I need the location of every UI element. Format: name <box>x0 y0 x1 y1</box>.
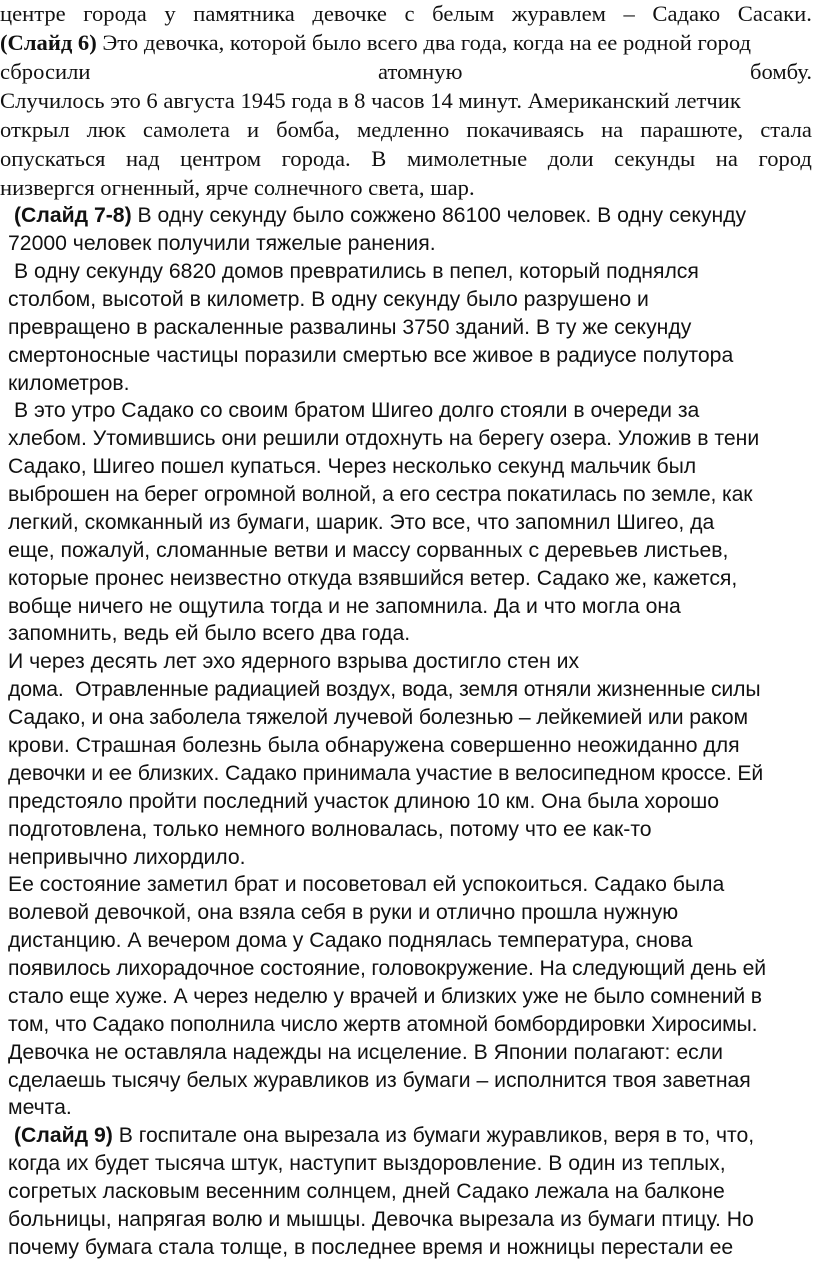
word: памятника <box>193 1 295 26</box>
text-line-45: почему бумага стала толще, в последнее время и ножницы перестали ее <box>8 1236 734 1259</box>
text-line-20: еще, пожалуй, сломанные ветви и массу сорванных с деревьев листьев, <box>8 539 729 562</box>
word: покачиваясь <box>466 117 585 142</box>
text-line-19: легкий, скомканный из бумаги, шарик. Это все, что запомнил Шигео, да <box>8 511 715 534</box>
word: мимолетные <box>406 146 528 171</box>
text-line-14: километров. <box>8 372 130 395</box>
text-line-38: Девочка не оставляла надежды на исцеление. В Японии полагают: если <box>8 1041 723 1064</box>
word: города. <box>281 146 351 171</box>
text-span: Это девочка, которой было всего два года, когда на ее родной город <box>96 30 751 55</box>
slide-marker-7-8: (Слайд 7-8) <box>14 204 132 227</box>
word: люк <box>86 117 126 142</box>
text-line-6 <box>0 145 812 173</box>
word: самолета <box>142 117 230 142</box>
word: медленно <box>356 117 450 142</box>
word: бомба, <box>276 117 340 142</box>
word: у <box>164 1 176 26</box>
slide-marker-9: (Слайд 9) <box>14 1124 113 1147</box>
text-line-39: сделаешь тысячу белых журавликов из бумаги – исполнится твоя заветная <box>8 1069 751 1092</box>
text-span: В госпитале она вырезала из бумаги журавликов, веря в то, что, <box>112 1124 755 1147</box>
text-line-11: столбом, высотой в километр. В одну секунду было разрушено и <box>8 288 649 311</box>
word: белым <box>432 1 495 26</box>
text-line-13: смертоносные частицы поразили смертью все живое в радиусе полутора <box>8 344 734 367</box>
text-line-29: предстояло пройти последний участок длиною 10 км. Она была хорошо <box>8 790 720 813</box>
text-line-3 <box>0 58 812 86</box>
text-line-30: подготовлена, только немного волновалась, потому что ее как-то <box>8 818 652 841</box>
word: стала <box>760 117 812 142</box>
word: над <box>125 146 160 171</box>
word: центре <box>0 1 66 26</box>
text-line-22: вобще ничего не ощутила тогда и не запомнила. Да и что могла она <box>8 595 681 618</box>
word: город <box>758 146 812 171</box>
word: Сасаки. <box>737 1 812 26</box>
text-line-1 <box>0 0 812 28</box>
word: В <box>371 146 387 171</box>
text-line-35: появилось лихорадочное состояние, головокружение. На следующий день ей <box>8 957 766 980</box>
text-line-32: Ее состояние заметил брат и посоветовал ей успокоиться. Садако была <box>8 873 725 896</box>
text-line-17: Садако, Шигео пошел купаться. Через несколько секунд мальчик был <box>8 455 697 478</box>
text-line-18: выброшен на берег огромной волной, а его сестра покатилась по земле, как <box>8 483 753 506</box>
text-line-36: стало еще хуже. А через неделю у врачей и близких уже не было сомнений в <box>8 985 762 1008</box>
text-line-44: больницы, напрягая волю и мышцы. Девочка вырезала из бумаги птицу. Но <box>8 1208 754 1231</box>
text-line-23: запомнить, ведь ей было всего два года. <box>8 622 411 645</box>
text-line-7: низвергся огненный, ярче солнечного света, шар. <box>0 175 475 200</box>
word: сбросили <box>0 59 91 84</box>
text-line-42: когда их будет тысяча штук, наступит выздоровление. В один из теплых, <box>8 1152 726 1175</box>
word: и <box>246 117 260 142</box>
word: доли <box>547 146 594 171</box>
text-line-21: которые пронес неизвестно откуда взявшийся ветер. Садако же, кажется, <box>8 567 738 590</box>
word: опускаться <box>0 146 106 171</box>
word: бомбу. <box>750 59 812 84</box>
word: Садако <box>652 1 721 26</box>
text-line-5 <box>0 116 812 144</box>
word: на <box>715 146 738 171</box>
text-line-15: В это утро Садако со своим братом Шигео долго стояли в очереди за <box>14 399 700 422</box>
text-line-41 <box>14 1122 816 1150</box>
text-line-37: том, что Садако пополнила число жертв атомной бомбордировки Хиросимы. <box>8 1013 758 1036</box>
word: открыл <box>0 117 70 142</box>
word: девочке <box>312 1 387 26</box>
text-line-26: Садако, и она заболела тяжелой лучевой болезнью – лейкемией или раком <box>8 706 748 729</box>
text-line-16: хлебом. Утомившись они решили отдохнуть на берегу озера. Уложив в тени <box>8 427 760 450</box>
text-line-28: девочки и ее близких. Садако принимала участие в велосипедном кроссе. Ей <box>8 762 764 785</box>
word: парашюте, <box>640 117 744 142</box>
text-line-40: мечта. <box>8 1096 72 1119</box>
text-line-9: 72000 человек получили тяжелые ранения. <box>8 232 436 255</box>
word: журавлем <box>511 1 606 26</box>
text-line-43: согретых ласковым весенним солнцем, дней Садако лежала на балконе <box>8 1180 725 1203</box>
text-line-4: Случилось это 6 августа 1945 года в 8 часов 14 минут. Американский летчик <box>0 88 741 113</box>
text-line-12: превращено в раскаленные развалины 3750 зданий. В ту же секунду <box>8 316 692 339</box>
word: с <box>404 1 415 26</box>
word: города <box>83 1 147 26</box>
text-span: В одну секунду было сожжено 86100 человек. В одну секунду <box>131 204 747 227</box>
text-line-8 <box>14 202 816 230</box>
text-line-2 <box>0 29 812 57</box>
word: центром <box>180 146 261 171</box>
text-line-24: И через десять лет эхо ядерного взрыва достигло стен их <box>8 650 580 673</box>
text-line-33: волевой девочкой, она взяла себя в руки и отлично прошла нужную <box>8 901 679 924</box>
word: атомную <box>378 59 463 84</box>
text-line-27: крови. Страшная болезнь была обнаружена совершенно неожиданно для <box>8 734 740 757</box>
slide-marker-6: (Слайд 6) <box>0 30 97 55</box>
word: на <box>601 117 624 142</box>
word: – <box>623 1 635 26</box>
text-line-34: дистанцию. А вечером дома у Садако поднялась температура, снова <box>8 929 693 952</box>
text-line-10: В одну секунду 6820 домов превратились в пепел, который поднялся <box>14 260 699 283</box>
text-line-31: непривычно лихордило. <box>8 846 246 869</box>
word: секунды <box>614 146 696 171</box>
text-line-25: дома. Отравленные радиацией воздух, вода, земля отняли жизненные силы <box>8 678 761 701</box>
